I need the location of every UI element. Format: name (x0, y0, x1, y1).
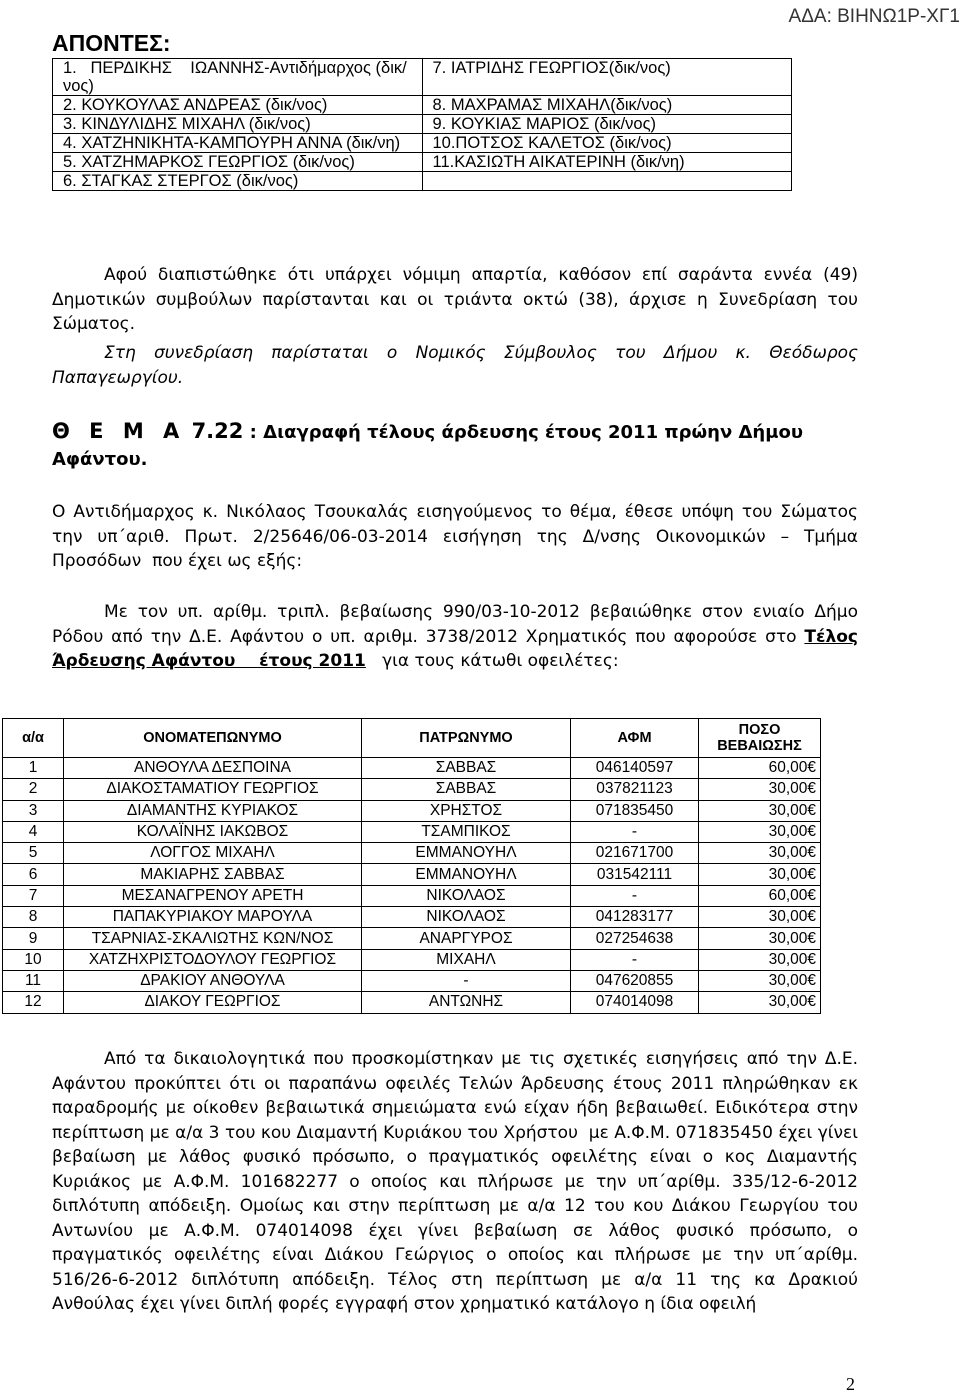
ada-code: ΑΔΑ: ΒΙΗΝΩ1Ρ-ΧΓ1 (788, 6, 960, 27)
table-row (3, 800, 821, 821)
debtors-cell: ΠΑΠΑΚΥΡΙΑΚΟΥ ΜΑΡΟΥΛΑ (64, 907, 362, 928)
absent-member: 5. ΧΑΤΖΗΜΑΡΚΟΣ ΓΕΩΡΓΙΟΣ (δικ/νος) (53, 153, 423, 172)
debtors-cell: 11 (3, 970, 64, 991)
debtors-cell: ΜΑΚΙΑΡΗΣ ΣΑΒΒΑΣ (64, 864, 362, 885)
debtors-cell: 30,00€ (699, 949, 821, 970)
table-row (3, 864, 821, 885)
debtors-header-cell: α/α (3, 719, 64, 758)
table-row (3, 758, 821, 779)
table-row (3, 779, 821, 800)
page-number: 2 (846, 1374, 855, 1394)
absent-member: 9. ΚΟΥΚΙΑΣ ΜΑΡΙΟΣ (δικ/νος) (422, 115, 792, 134)
debtors-table (2, 718, 821, 1014)
debtors-cell: ΛΟΓΓΟΣ ΜΙΧΑΗΛ (64, 843, 362, 864)
table-row (3, 949, 821, 970)
debtors-cell: ΔΙΑΚΟΣΤΑΜΑΤΙΟΥ ΓΕΩΡΓΙΟΣ (64, 779, 362, 800)
debtors-cell: 6 (3, 864, 64, 885)
debtors-cell: 9 (3, 928, 64, 949)
debtors-cell: ΧΡΗΣΤΟΣ (362, 800, 571, 821)
quorum-paragraph: Αφού διαπιστώθηκε ότι υπάρχει νόμιμη απαρτία, καθόσον επί σαράντα εννέα (49) Δημοτικών συμβούλων παρίστανται και οι τριάντα οκτώ (38), άρχισε η Συνεδρίαση του Σώματος. (52, 265, 858, 334)
absent-row (53, 153, 792, 172)
debtors-cell: 30,00€ (699, 779, 821, 800)
debtors-cell: ΑΝΑΡΓΥΡΟΣ (362, 928, 571, 949)
absent-title: ΑΠΟΝΤΕΣ: (52, 30, 171, 56)
table-row (3, 907, 821, 928)
debtors-cell: 037821123 (571, 779, 699, 800)
debtors-cell: ΜΕΣΑΝΑΓΡΕΝΟΥ ΑΡΕΤΗ (64, 885, 362, 906)
debtors-cell: 021671700 (571, 843, 699, 864)
debtors-cell: 047620855 (571, 970, 699, 991)
debtors-cell: - (571, 949, 699, 970)
table-row (3, 843, 821, 864)
debtors-cell: 027254638 (571, 928, 699, 949)
debtors-cell: 12 (3, 992, 64, 1013)
debtors-cell: - (571, 821, 699, 842)
debtors-cell: 30,00€ (699, 843, 821, 864)
debtors-cell: ΜΙΧΑΗΛ (362, 949, 571, 970)
absent-member: 8. ΜΑΧΡΑΜΑΣ ΜΙΧΑΗΛ(δικ/νος) (422, 96, 792, 115)
absent-row (53, 115, 792, 134)
debtors-cell: 8 (3, 907, 64, 928)
debtors-cell: 30,00€ (699, 992, 821, 1013)
topic-number: 7.22 (191, 419, 244, 443)
debtors-cell: ΤΣΑΜΠΙΚΟΣ (362, 821, 571, 842)
table-row (3, 992, 821, 1013)
certification-text-before: Με τον υπ. αρίθμ. τριπλ. βεβαίωσης 990/03-10-2012 βεβαιώθηκε στον ενιαίο Δήμο Ρόδου από την Δ.Ε. Αφάντου ο υπ. αριθμ. 3738/2012 Χρηματικός που αφορούσε στο (52, 602, 858, 647)
debtors-cell: 4 (3, 821, 64, 842)
debtors-cell: 30,00€ (699, 970, 821, 991)
debtors-cell: ΑΝΘΟΥΛΑ ΔΕΣΠΟΙΝΑ (64, 758, 362, 779)
debtors-cell: 071835450 (571, 800, 699, 821)
debtors-cell: 046140597 (571, 758, 699, 779)
absent-member (422, 172, 792, 191)
debtors-cell: 7 (3, 885, 64, 906)
debtors-header-cell: ΟΝΟΜΑΤΕΠΩΝΥΜΟ (64, 719, 362, 758)
debtors-cell: 2 (3, 779, 64, 800)
absent-member: 4. ΧΑΤΖΗΝΙΚΗΤΑ-ΚΑΜΠΟΥΡΗ ΑΝΝΑ (δικ/νη) (53, 134, 423, 153)
debtors-cell: - (571, 885, 699, 906)
absent-member: 3. ΚΙΝΔΥΛΙΔΗΣ ΜΙΧΑΗΛ (δικ/νος) (53, 115, 423, 134)
debtors-cell: 5 (3, 843, 64, 864)
debtors-cell: 30,00€ (699, 821, 821, 842)
debtors-header-cell: ΠΑΤΡΩΝΥΜΟ (362, 719, 571, 758)
debtors-cell: ΔΙΑΜΑΝΤΗΣ ΚΥΡΙΑΚΟΣ (64, 800, 362, 821)
certification-underlined: Τέλος Άρδευσης Αφάντου έτους 2011 (52, 626, 858, 671)
table-row (3, 821, 821, 842)
absent-member: 6. ΣΤΑΓΚΑΣ ΣΤΕΡΓΟΣ (δικ/νος) (53, 172, 423, 191)
absent-row (53, 134, 792, 153)
absent-members-table (52, 58, 792, 191)
debtors-cell: 031542111 (571, 864, 699, 885)
debtors-cell: ΚΟΛΑΪΝΗΣ ΙΑΚΩΒΟΣ (64, 821, 362, 842)
certification-paragraph (52, 600, 858, 674)
debtors-cell: 041283177 (571, 907, 699, 928)
debtors-cell: 30,00€ (699, 907, 821, 928)
debtors-header-cell: ΠΟΣΟ ΒΕΒΑΙΩΣΗΣ (699, 719, 821, 758)
absent-member: 2. ΚΟΥΚΟΥΛΑΣ ΑΝΔΡΕΑΣ (δικ/νος) (53, 96, 423, 115)
absent-member: 1. ΠΕΡΔΙΚΗΣ ΙΩΑΝΝΗΣ-Αντιδήμαρχος (δικ/νος) (53, 59, 423, 96)
table-row (3, 970, 821, 991)
debtors-cell: ΕΜΜΑΝΟΥΗΛ (362, 843, 571, 864)
absent-member: 7. ΙΑΤΡΙΔΗΣ ΓΕΩΡΓΙΟΣ(δικ/νος) (422, 59, 792, 96)
debtors-cell: 3 (3, 800, 64, 821)
intro-paragraph: Ο Αντιδήμαρχος κ. Νικόλαος Τσουκαλάς εισηγούμενος το θέμα, έθεσε υπόψη του Σώματος την υπ΄αριθ. Πρωτ. 2/25646/06-03-2014 εισήγηση της Δ/νσης Οικονομικών – Τμήμα Προσόδων που έχει ως εξής: (52, 502, 858, 571)
debtors-cell: 074014098 (571, 992, 699, 1013)
debtors-cell: ΝΙΚΟΛΑΟΣ (362, 907, 571, 928)
debtors-cell: 30,00€ (699, 800, 821, 821)
debtors-cell: ΝΙΚΟΛΑΟΣ (362, 885, 571, 906)
topic-title: : Διαγραφή τέλους άρδευσης έτους 2011 πρώην Δήμου Αφάντου. (52, 422, 803, 470)
topic-heading (52, 418, 858, 473)
absent-row (53, 96, 792, 115)
debtors-cell: ΣΑΒΒΑΣ (362, 758, 571, 779)
absent-row (53, 172, 792, 191)
table-row (3, 928, 821, 949)
debtors-cell: ΣΑΒΒΑΣ (362, 779, 571, 800)
certification-text-after: για τους κάτωθι οφειλέτες: (365, 651, 619, 671)
absent-member: 10.ΠΟΤΣΟΣ ΚΑΛΕΤΟΣ (δικ/νος) (422, 134, 792, 153)
absent-row (53, 59, 792, 96)
legal-advisor-paragraph: Στη συνεδρίαση παρίσταται ο Νομικός Σύμβουλος του Δήμου κ. Θεόδωρος Παπαγεωργίου. (52, 343, 858, 388)
closing-paragraph: Από τα δικαιολογητικά που προσκομίστηκαν με τις σχετικές εισηγήσεις από την Δ.Ε. Αφάντου προκύπτει ότι οι παραπάνω οφειλές Τελών Άρδευσης έτους 2011 πληρώθηκαν εκ παραδρομής με οίκοθεν βεβαιωτικά σημειώματα ενώ είχαν ήδη βεβαιωθεί. Ειδικότερα στην περίπτωση με α/α 3 του κου Διαμαντή Κυριάκου του Χρήστου με Α.Φ.Μ. 071835450 έχει γίνει βεβαίωση με λάθος φυσικό πρόσωπο, ο πραγματικός οφειλέτης είναι ο κος Διαμαντής Κυριάκος με Α.Φ.Μ. 101682277 ο οποίος και πλήρωσε με την υπ΄αρίθμ. 335/12-6-2012 διπλότυπη απόδειξη. Ομοίως και στην περίπτωση με α/α 12 του κου Διάκου Γεωργίου του Αντωνίου με Α.Φ.Μ. 074014098 έχει γίνει βεβαίωση σε λάθος φυσικό πρόσωπο, ο πραγματικός οφειλέτης είναι Διάκου Γεώργιος ο οποίος και πλήρωσε με την υπ΄αρίθμ. 516/26-6-2012 διπλότυπη απόδειξη. Τέλος στη περίπτωση με α/α 11 της κα Δρακιού Ανθούλας έχει γίνει διπλή φορές εγγραφή στον χρηματικό κατάλογο η ίδια οφειλή (52, 1049, 858, 1314)
absent-member: 11.ΚΑΣΙΩΤΗ ΑΙΚΑΤΕΡΙΝΗ (δικ/νη) (422, 153, 792, 172)
debtors-cell: 10 (3, 949, 64, 970)
debtors-cell: ΤΣΑΡΝΙΑΣ-ΣΚΑΛΙΩΤΗΣ ΚΩΝ/ΝΟΣ (64, 928, 362, 949)
debtors-cell: ΧΑΤΖΗΧΡΙΣΤΟΔΟΥΛΟΥ ΓΕΩΡΓΙΟΣ (64, 949, 362, 970)
debtors-header-cell: ΑΦΜ (571, 719, 699, 758)
topic-label: Θ Ε Μ Α (52, 419, 186, 443)
debtors-cell: 60,00€ (699, 885, 821, 906)
debtors-cell: 1 (3, 758, 64, 779)
debtors-cell: 30,00€ (699, 928, 821, 949)
debtors-cell: ΔΙΑΚΟΥ ΓΕΩΡΓΙΟΣ (64, 992, 362, 1013)
debtors-cell: 60,00€ (699, 758, 821, 779)
table-row (3, 885, 821, 906)
debtors-cell: - (362, 970, 571, 991)
debtors-cell: ΕΜΜΑΝΟΥΗΛ (362, 864, 571, 885)
debtors-cell: ΑΝΤΩΝΗΣ (362, 992, 571, 1013)
debtors-cell: 30,00€ (699, 864, 821, 885)
debtors-cell: ΔΡΑΚΙΟΥ ΑΝΘΟΥΛΑ (64, 970, 362, 991)
